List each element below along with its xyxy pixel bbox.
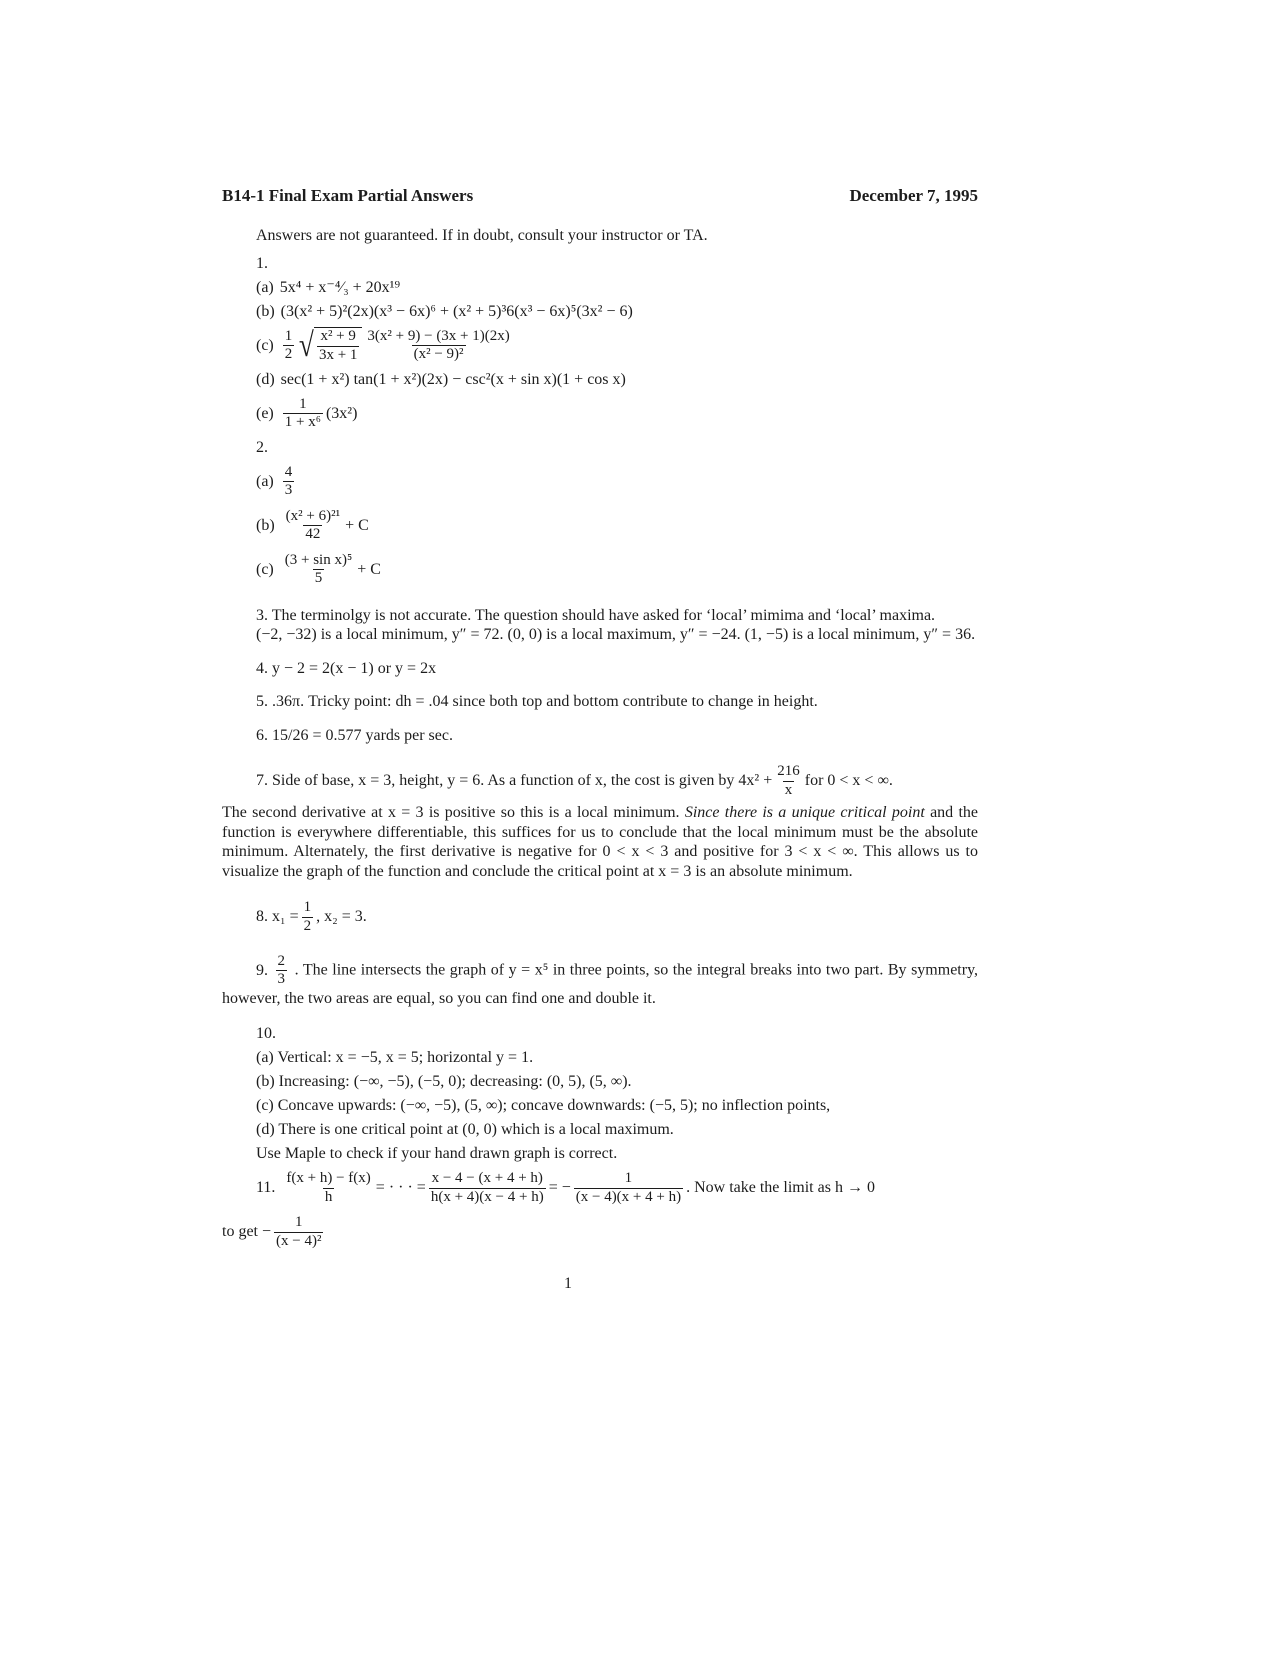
q7-fraction bbox=[775, 763, 802, 799]
q2-number: 2. bbox=[256, 438, 268, 456]
q10-note: Use Maple to check if your hand drawn graph is correct. bbox=[256, 1145, 618, 1163]
q11-f3-num: 1 bbox=[624, 1170, 633, 1187]
q7-p2: and the function is everywhere differentiable, this suffices for us to conclude that the local minimum must be the absolute minimum. Alternately, the first derivative is negative for 0 < x < 3 and positive for 3 < x < ∞. This allows us to visualize the graph of the function and conclude the critical point at x = 3 is an absolute minimum. bbox=[222, 804, 978, 880]
q11-f3-den: (x − 4)(x + 4 + h) bbox=[575, 1188, 682, 1205]
q2-a-fraction bbox=[283, 464, 295, 500]
q1-number: 1. bbox=[256, 254, 268, 272]
question-9 bbox=[222, 953, 978, 1008]
q1-c-rad-den: 3x + 1 bbox=[318, 346, 358, 363]
q11-tail: . Now take the limit as h → 0 bbox=[686, 1179, 875, 1197]
q1-c-fraction bbox=[365, 328, 511, 364]
question-5: 5. .36π. Tricky point: dh = .04 since both top and bottom contribute to change in height. bbox=[256, 693, 818, 711]
q1-e-tail: (3x²) bbox=[325, 404, 358, 422]
q2-c-label: (c) bbox=[256, 560, 274, 578]
question-2 bbox=[222, 436, 978, 592]
q2-b-num: (x² + 6)²¹ bbox=[285, 507, 341, 524]
q2-a-num: 4 bbox=[284, 463, 293, 480]
q7-lead-line bbox=[222, 759, 978, 803]
q1-a-label: (a) bbox=[256, 278, 274, 296]
q8-fraction bbox=[302, 899, 314, 935]
q7-tail: for 0 < x < ∞. bbox=[804, 772, 893, 790]
q11-f4-num: 1 bbox=[294, 1214, 303, 1231]
q8-lead: 8. x₁ = bbox=[256, 908, 299, 926]
q11-f4-den: (x − 4)² bbox=[276, 1232, 322, 1249]
q11-eq: = − bbox=[548, 1179, 571, 1197]
q11-f4 bbox=[274, 1214, 323, 1250]
q2-b-tail: + C bbox=[345, 516, 369, 534]
q1-e-fraction bbox=[283, 396, 323, 432]
q1-e-num: 1 bbox=[299, 395, 307, 412]
q1-e-label: (e) bbox=[256, 404, 274, 422]
q11-f1-num: f(x + h) − f(x) bbox=[286, 1170, 371, 1187]
question-8 bbox=[222, 895, 978, 939]
page-number: 1 bbox=[564, 1275, 572, 1292]
q1-c-sqrt bbox=[297, 327, 362, 364]
q11-f3 bbox=[574, 1170, 683, 1206]
q8-num: 1 bbox=[303, 899, 312, 916]
page-header bbox=[222, 186, 978, 206]
q1-b bbox=[256, 300, 978, 324]
q1-c-half bbox=[283, 328, 295, 364]
q1-c-frac-num: 3(x² + 9) − (3x + 1)(2x) bbox=[367, 327, 510, 344]
header-title: B14-1 Final Exam Partial Answers bbox=[222, 186, 474, 205]
q10-a: (a) Vertical: x = −5, x = 5; horizontal y = 1. bbox=[256, 1049, 534, 1067]
q2-c-den: 5 bbox=[314, 570, 323, 587]
q9-fraction bbox=[276, 953, 288, 989]
q11-mid: = · · · = bbox=[375, 1179, 426, 1197]
q2-c-fraction bbox=[283, 552, 354, 588]
radical-icon: √ bbox=[299, 326, 315, 364]
disclaimer: Answers are not guaranteed. If in doubt, consult your instructor or TA. bbox=[256, 227, 708, 244]
q1-c-half-num: 1 bbox=[284, 327, 293, 344]
q7-p1: The second derivative at x = 3 is positive so this is a local minimum. bbox=[222, 804, 680, 822]
answers-body bbox=[222, 226, 978, 1254]
q10-d: (d) There is one critical point at (0, 0) which is a local maximum. bbox=[256, 1121, 674, 1139]
question-10 bbox=[222, 1022, 978, 1166]
q2-c-num: (3 + sin x)⁵ bbox=[284, 551, 353, 568]
q11-line bbox=[222, 1166, 978, 1210]
q2-c bbox=[256, 548, 978, 592]
q1-c-rad-num: x² + 9 bbox=[320, 328, 356, 345]
q10-b: (b) Increasing: (−∞, −5), (−5, 0); decreasing: (0, 5), (5, ∞). bbox=[256, 1073, 632, 1091]
q11-get: to get − bbox=[222, 1223, 272, 1241]
q10-number: 10. bbox=[256, 1025, 276, 1043]
question-6: 6. 15/26 = 0.577 yards per sec. bbox=[256, 726, 453, 744]
question-11 bbox=[222, 1166, 978, 1254]
q1-b-label: (b) bbox=[256, 302, 275, 320]
q2-b bbox=[256, 504, 978, 548]
q1-c-label: (c) bbox=[256, 336, 274, 354]
q8-den: 2 bbox=[303, 917, 312, 934]
question-4: 4. y − 2 = 2(x − 1) or y = 2x bbox=[256, 659, 437, 677]
q1-d-expr: sec(1 + x²) tan(1 + x²)(2x) − csc²(x + sin x)(1 + cos x) bbox=[280, 370, 626, 388]
q9-den: 3 bbox=[277, 971, 286, 988]
q1-a bbox=[256, 276, 978, 300]
q7-den: x bbox=[784, 781, 793, 798]
q2-a bbox=[256, 460, 978, 504]
q1-c-frac-den: (x² − 9)² bbox=[413, 346, 464, 363]
q8-tail: , x₂ = 3. bbox=[316, 908, 367, 926]
q11-f2-num: x − 4 − (x + 4 + h) bbox=[431, 1170, 543, 1187]
q1-c-half-den: 2 bbox=[284, 346, 293, 363]
header-date: December 7, 1995 bbox=[849, 186, 978, 205]
q2-c-tail: + C bbox=[357, 560, 381, 578]
q2-b-den: 42 bbox=[305, 526, 321, 543]
q3-text: 3. The terminolgy is not accurate. The question should have asked for ‘local’ mimima and ‘local’ maxima. bbox=[256, 606, 936, 624]
q1-e-den: 1 + x⁶ bbox=[284, 414, 321, 431]
q1-b-expr: (3(x² + 5)²(2x)(x³ − 6x)⁶ + (x² + 5)³6(x³ − 6x)⁵(3x² − 6) bbox=[280, 302, 633, 320]
q11-f1-den: h bbox=[324, 1188, 333, 1205]
q2-a-den: 3 bbox=[284, 482, 293, 499]
q2-b-fraction bbox=[284, 508, 342, 544]
q11-result bbox=[222, 1210, 978, 1254]
question-3 bbox=[222, 606, 978, 645]
q1-c-radicand bbox=[317, 328, 359, 364]
q3-detail: (−2, −32) is a local minimum, y″ = 72. (0, 0) is a local maximum, y″ = −24. (1, −5) is a local minimum, y″ = 36. bbox=[256, 626, 976, 644]
q2-a-label: (a) bbox=[256, 472, 274, 490]
q2-b-label: (b) bbox=[256, 516, 275, 534]
q1-e bbox=[256, 392, 978, 436]
q1-c bbox=[256, 324, 978, 368]
q7-num: 216 bbox=[777, 763, 800, 780]
q11-f2 bbox=[429, 1170, 546, 1206]
q1-d-label: (d) bbox=[256, 370, 275, 388]
q11-f1 bbox=[284, 1170, 372, 1206]
q9-num: 2 bbox=[277, 953, 286, 970]
q9-tail: . The line intersects the graph of y = x⁵ in three points, so the integral breaks into two part. By symmetry, however, the two areas are equal, so you can find one and double it. bbox=[222, 961, 979, 1007]
q7-lead: 7. Side of base, x = 3, height, y = 6. As a function of x, the cost is given by 4x² + bbox=[256, 772, 773, 790]
q9-lead: 9. bbox=[256, 961, 268, 979]
q11-number: 11. bbox=[256, 1179, 276, 1197]
q1-a-expr: 5x⁴ + x⁻⁴⁄₃ + 20x¹⁹ bbox=[279, 278, 401, 296]
q10-c: (c) Concave upwards: (−∞, −5), (5, ∞); concave downwards: (−5, 5); no inflection points, bbox=[256, 1097, 831, 1115]
question-1 bbox=[222, 252, 978, 436]
q7-italic: Since there is a unique critical point bbox=[684, 804, 925, 822]
q11-f2-den: h(x + 4)(x − 4 + h) bbox=[430, 1188, 544, 1205]
q1-d bbox=[256, 368, 978, 392]
question-7 bbox=[222, 759, 978, 881]
q7-explanation bbox=[222, 803, 978, 881]
